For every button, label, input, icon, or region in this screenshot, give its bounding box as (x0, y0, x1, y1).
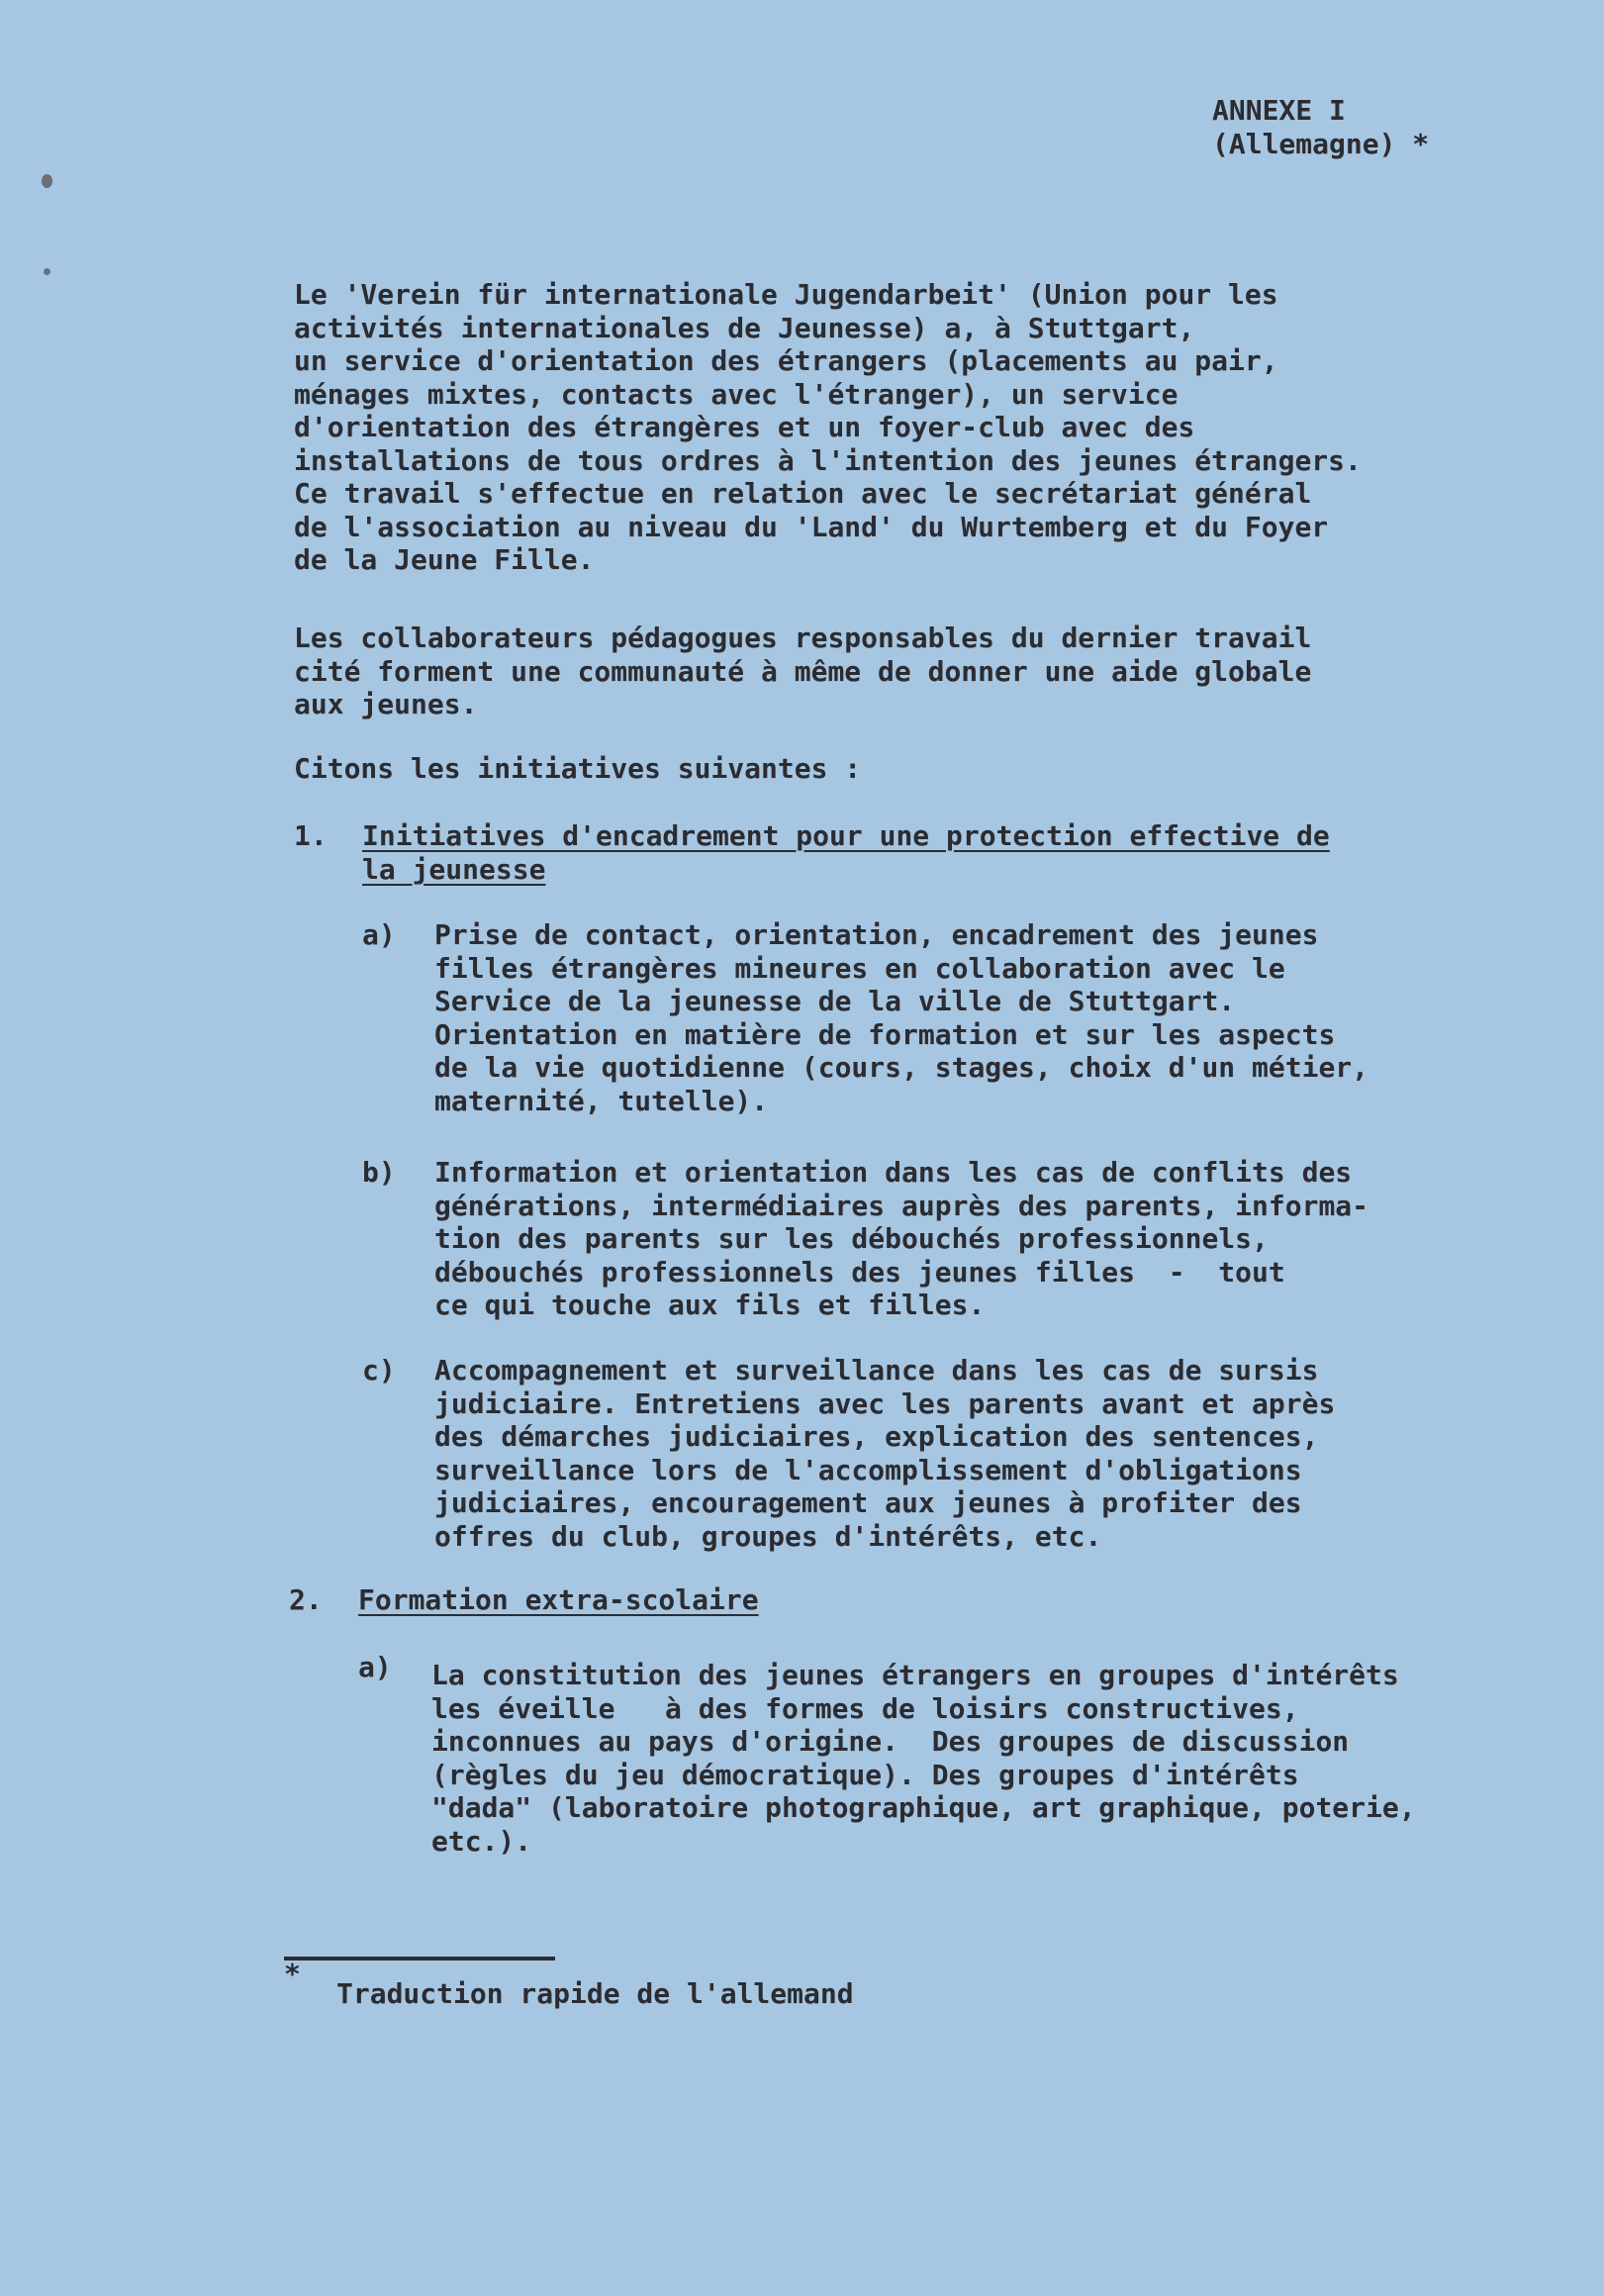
item-line: générations, intermédiaires auprès des parents, informa- (434, 1189, 1369, 1222)
footnote-rule (284, 1957, 555, 1961)
item-line: judiciaire. Entretiens avec les parents avant et après (434, 1387, 1336, 1420)
item-line: des démarches judiciaires, explication des sentences, (434, 1420, 1319, 1453)
annexe-line-1: ANNEXE I (1212, 94, 1346, 127)
intro-line: de la Jeune Fille. (294, 543, 595, 576)
item-line: Accompagnement et surveillance dans les cas de sursis (434, 1354, 1319, 1387)
item-line: filles étrangères mineures en collaboration avec le (434, 951, 1285, 985)
item-line: etc.). (431, 1824, 532, 1858)
footnote-marker: * (284, 1958, 301, 1990)
intro-line: un service d'orientation des étrangers (placements au pair, (294, 344, 1278, 377)
intro-line: ménages mixtes, contacts avec l'étranger), un service (294, 377, 1179, 411)
collab-line: aux jeunes. (294, 688, 478, 720)
intro-paragraph (294, 278, 1362, 577)
section-2-heading (358, 1583, 759, 1617)
item-line: de la vie quotidienne (cours, stages, choix d'un métier, (434, 1051, 1369, 1084)
item-line: La constitution des jeunes étrangers en groupes d'intérêts (431, 1659, 1399, 1691)
margin-speck (44, 268, 50, 275)
item-line: surveillance lors de l'accomplissement d'obligations (434, 1453, 1302, 1486)
item-line: tion des parents sur les débouchés professionnels, (434, 1222, 1269, 1255)
item-line: ce qui touche aux fils et filles. (434, 1289, 986, 1321)
footnote-text: Traduction rapide de l'allemand (336, 1977, 854, 2010)
citons-line: Citons les initiatives suivantes : (294, 752, 862, 785)
item-line: (règles du jeu démocratique). Des groupes d'intérêts (431, 1758, 1299, 1791)
section-1-number: 1. (294, 819, 328, 852)
item-line: judiciaires, encouragement aux jeunes à profiter des (434, 1486, 1302, 1519)
item-2a-text (431, 1659, 1416, 1858)
item-line: "dada" (laboratoire photographique, art graphique, poterie, (431, 1791, 1416, 1824)
item-line: inconnues au pays d'origine. Des groupes de discussion (431, 1725, 1350, 1758)
item-line: débouchés professionnels des jeunes filles - tout (434, 1255, 1285, 1289)
margin-speck (42, 174, 52, 188)
item-2a-letter: a) (358, 1651, 392, 1683)
item-line: offres du club, groupes d'intérêts, etc. (434, 1519, 1102, 1553)
collaborators-paragraph (294, 622, 1311, 721)
item-1b-letter: b) (362, 1156, 396, 1189)
item-line: Service de la jeunesse de la ville de Stuttgart. (434, 985, 1236, 1017)
item-line: Prise de contact, orientation, encadrement des jeunes (434, 918, 1319, 951)
intro-line: Le 'Verein für internationale Jugendarbeit' (Union pour les (294, 278, 1278, 311)
intro-line: installations de tous ordres à l'intention des jeunes étrangers. (294, 443, 1362, 477)
item-1a-text (434, 918, 1368, 1117)
item-1b-text (434, 1156, 1368, 1322)
item-line: Information et orientation dans les cas de conflits des (434, 1156, 1353, 1189)
item-line: Orientation en matière de formation et sur les aspects (434, 1017, 1336, 1051)
item-1c-text (434, 1354, 1335, 1553)
section-1-title-line-1: Initiatives d'encadrement pour une protection effective de (362, 819, 1330, 852)
intro-line: Ce travail s'effectue en relation avec le secrétariat général (294, 477, 1312, 510)
section-2-title: Formation extra-scolaire (358, 1583, 759, 1616)
section-2-number: 2. (289, 1583, 323, 1616)
item-1a-letter: a) (362, 918, 396, 951)
collab-line: cité forment une communauté à même de donner une aide globale (294, 654, 1312, 688)
section-1-heading (362, 819, 1330, 886)
intro-line: d'orientation des étrangères et un foyer-club avec des (294, 411, 1195, 443)
annexe-header (1212, 94, 1429, 161)
section-1-title-line-2: la jeunesse (362, 852, 546, 886)
item-1c-letter: c) (362, 1354, 396, 1387)
intro-line: de l'association au niveau du 'Land' du Wurtemberg et du Foyer (294, 510, 1329, 543)
item-line: maternité, tutelle). (434, 1084, 769, 1117)
intro-line: activités internationales de Jeunesse) a, à Stuttgart, (294, 311, 1195, 344)
collab-line: Les collaborateurs pédagogues responsables du dernier travail (294, 622, 1312, 654)
item-line: les éveille à des formes de loisirs constructives, (431, 1691, 1299, 1725)
annexe-line-2: (Allemagne) * (1212, 128, 1430, 160)
